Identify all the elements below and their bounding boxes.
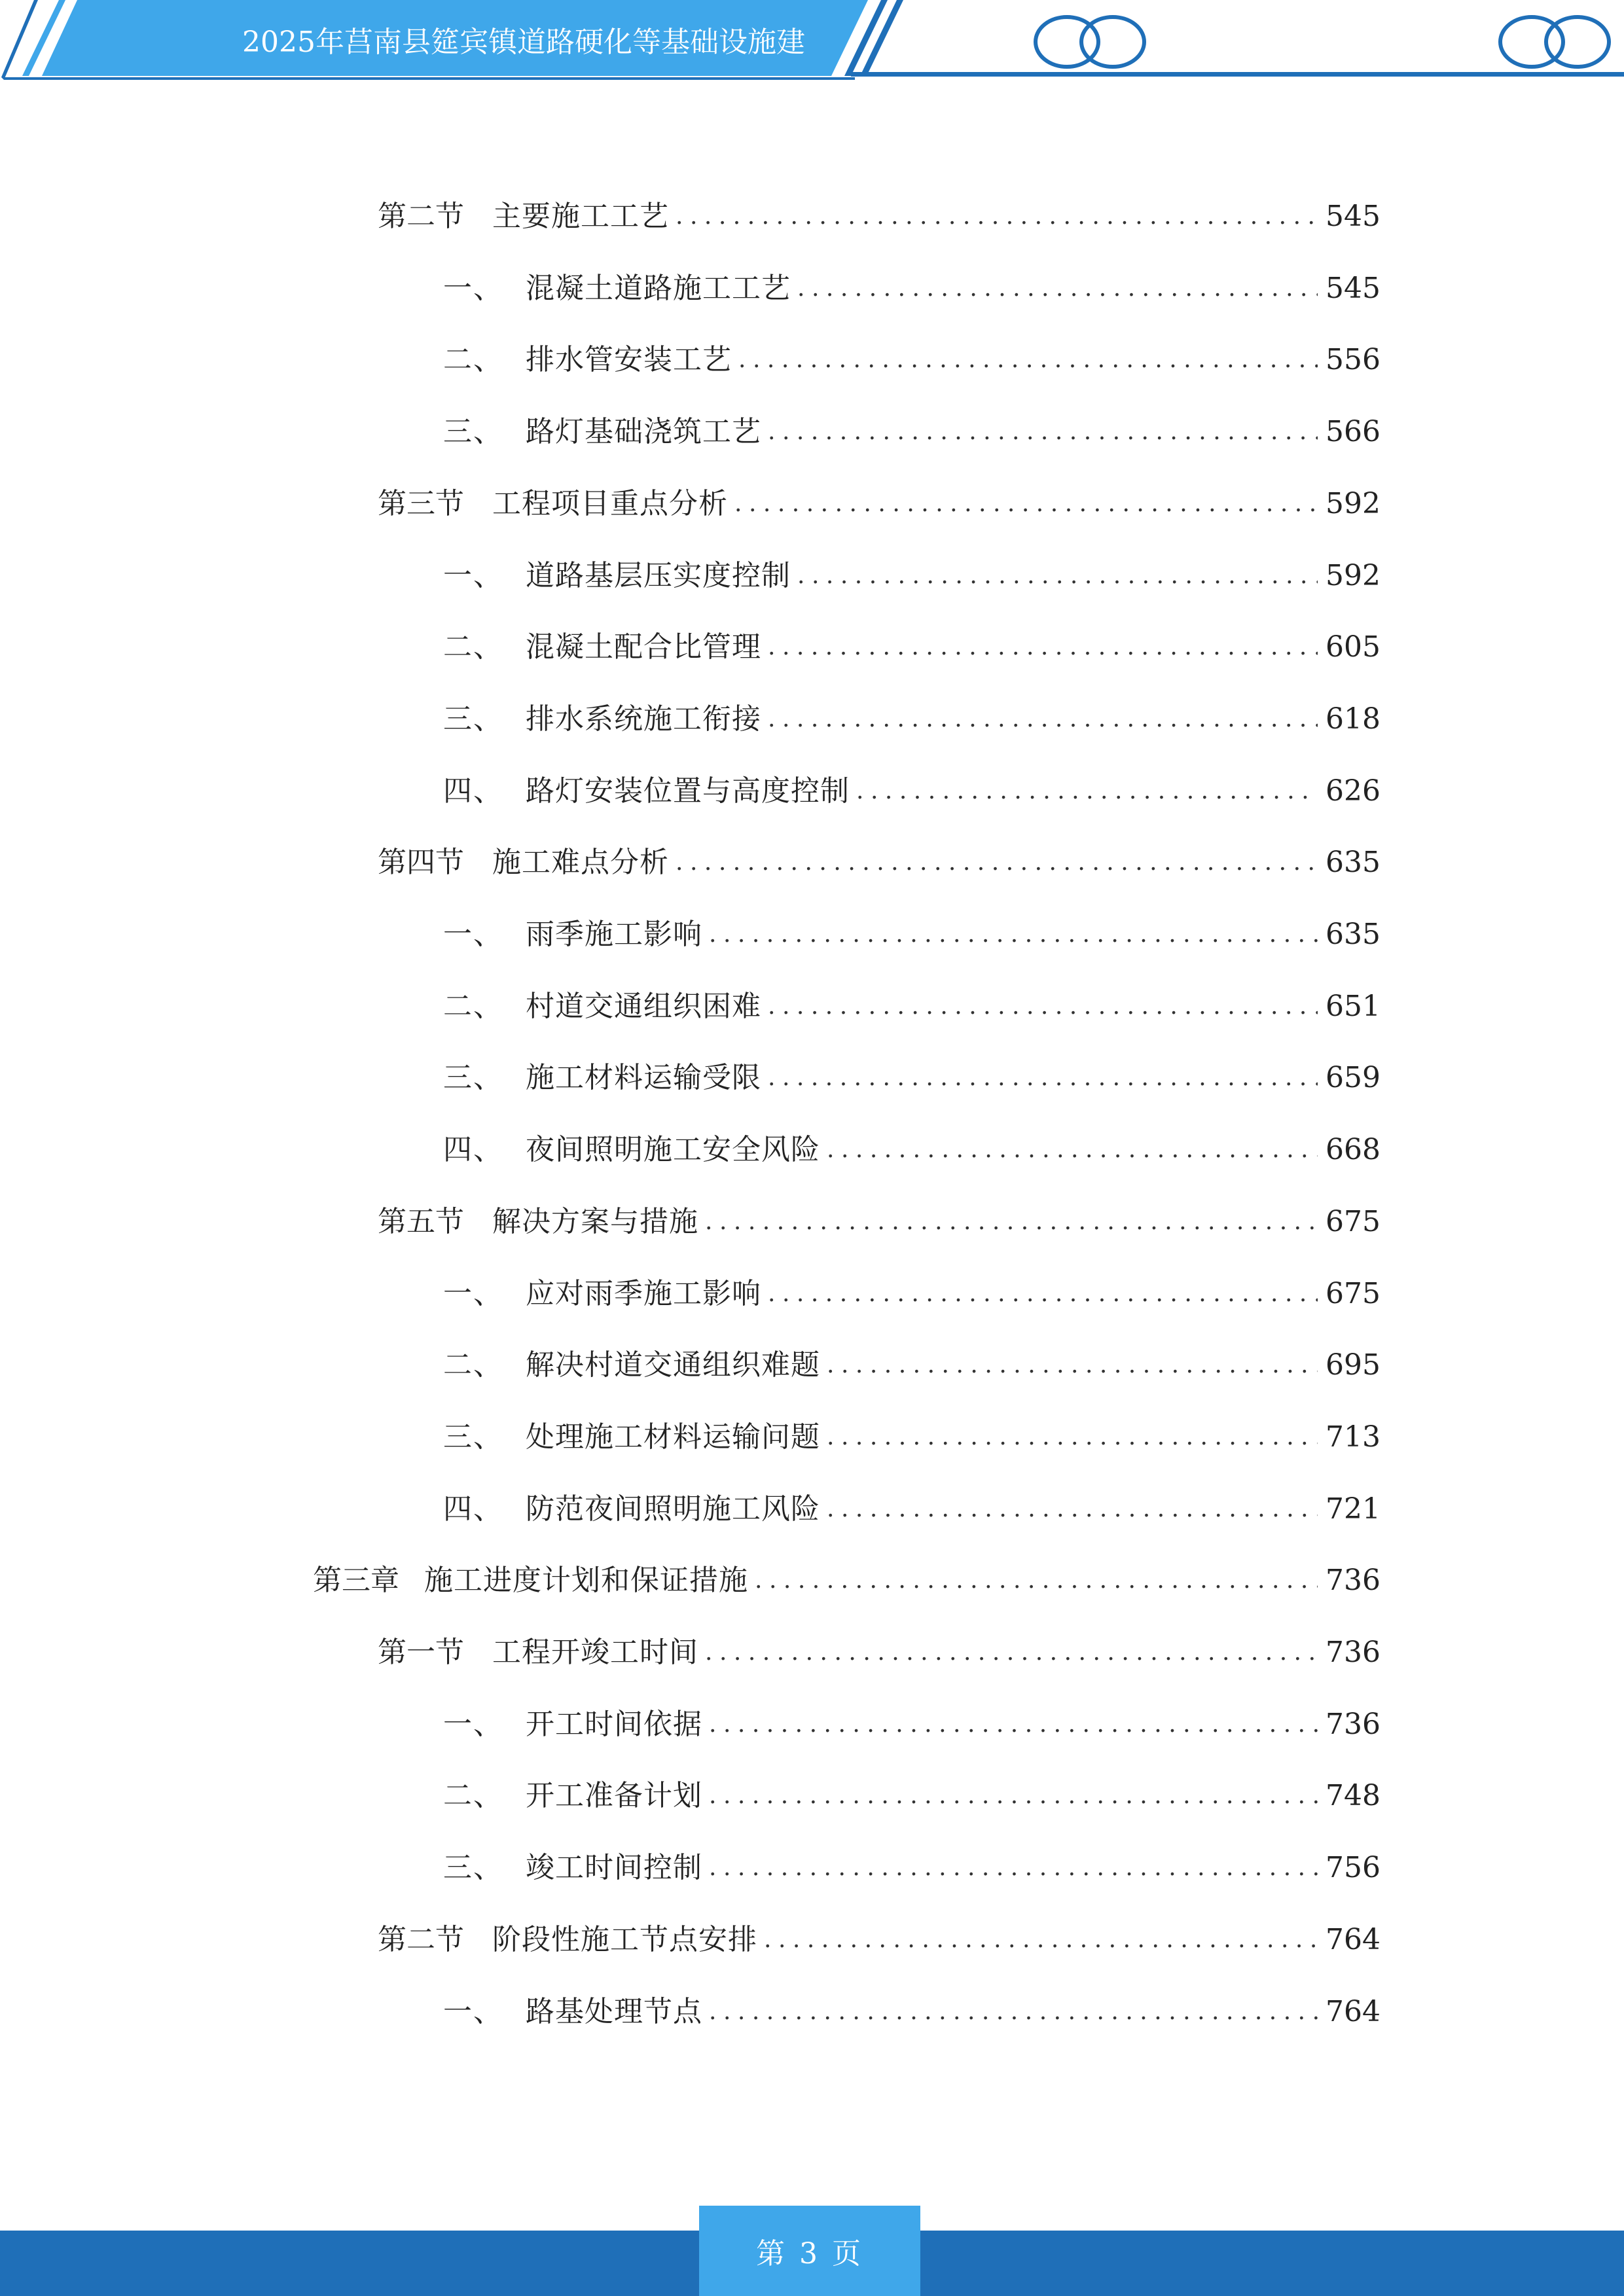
toc-entry-number: 一、 (443, 1707, 503, 1741)
toc-entry-number: 四、 (443, 1133, 503, 1167)
toc-entry-title: 防范夜间照明施工风险 (526, 1492, 820, 1526)
toc-entry-number: 一、 (443, 271, 503, 305)
toc-entry[interactable] (313, 1554, 1378, 1607)
toc-entry-number: 第一节 (378, 1636, 464, 1669)
toc-dot-leader (768, 693, 1318, 745)
toc-entry-page: 695 (1326, 1348, 1380, 1382)
toc-entry-page: 566 (1326, 415, 1380, 449)
toc-entry-number: 第三节 (378, 486, 464, 520)
toc-dot-leader (768, 621, 1318, 673)
toc-entry-title: 排水管安装工艺 (526, 343, 732, 377)
toc-entry-title: 路灯安装位置与高度控制 (526, 774, 850, 808)
toc-entry-title: 雨季施工影响 (526, 918, 702, 951)
toc-entry-page: 635 (1326, 918, 1380, 951)
toc-entry-page: 651 (1326, 989, 1380, 1023)
toc-dot-leader (768, 980, 1318, 1033)
toc-entry-title: 路灯基础浇筑工艺 (526, 415, 761, 449)
toc-entry[interactable] (443, 693, 1378, 745)
toc-entry[interactable] (443, 406, 1378, 458)
toc-entry-title: 村道交通组织困难 (526, 989, 761, 1023)
toc-entry[interactable] (443, 550, 1378, 602)
toc-entry-number: 二、 (443, 1348, 503, 1382)
rings-logo-icon (1036, 17, 1144, 67)
toc-entry-title: 混凝土配合比管理 (526, 630, 761, 664)
toc-entry-page: 556 (1326, 343, 1380, 377)
toc-dot-leader (709, 1986, 1318, 2038)
toc-dot-leader (768, 1052, 1318, 1104)
toc-entry[interactable] (378, 478, 1378, 530)
toc-entry-number: 第二节 (378, 200, 464, 233)
toc-entry[interactable] (443, 334, 1378, 386)
toc-entry-page: 668 (1326, 1133, 1380, 1167)
toc-entry-page: 605 (1326, 630, 1380, 664)
toc-entry-number: 二、 (443, 1779, 503, 1813)
page-header (0, 0, 1624, 85)
document-title: 2025年莒南县筵宾镇道路硬化等基础设施建 (242, 26, 805, 59)
toc-entry-title: 应对雨季施工影响 (526, 1276, 761, 1310)
toc-dot-leader (827, 1483, 1318, 1535)
toc-entry[interactable] (443, 262, 1378, 315)
toc-dot-leader (768, 406, 1318, 458)
toc-entry-page: 592 (1326, 558, 1380, 592)
toc-entry[interactable] (443, 1986, 1378, 2038)
toc-entry-number: 二、 (443, 989, 503, 1023)
toc-dot-leader (764, 1914, 1318, 1966)
toc-dot-leader (705, 1196, 1318, 1248)
toc-entry-page: 721 (1326, 1492, 1380, 1526)
toc-dot-leader (676, 190, 1318, 243)
toc-entry-page: 659 (1326, 1061, 1380, 1095)
toc-entry-title: 处理施工材料运输问题 (526, 1420, 820, 1454)
toc-dot-leader (827, 1411, 1318, 1463)
toc-entry-title: 阶段性施工节点安排 (492, 1922, 757, 1956)
toc-entry-page: 736 (1326, 1707, 1380, 1741)
toc-entry-title: 夜间照明施工安全风险 (526, 1133, 820, 1167)
toc-entry[interactable] (443, 1698, 1378, 1751)
toc-entry-number: 第三章 (313, 1564, 399, 1598)
toc-entry-title: 开工准备计划 (526, 1779, 702, 1813)
header-rule (851, 72, 1624, 77)
toc-entry-number: 一、 (443, 1276, 503, 1310)
toc-dot-leader (797, 550, 1318, 602)
toc-entry-title: 解决方案与措施 (492, 1204, 698, 1238)
toc-entry-page: 635 (1326, 846, 1380, 880)
toc-entry-number: 三、 (443, 1061, 503, 1095)
toc-dot-leader (734, 478, 1318, 530)
toc-entry-number: 四、 (443, 1492, 503, 1526)
toc-dot-leader (755, 1554, 1318, 1607)
toc-entry-page: 736 (1326, 1564, 1380, 1598)
toc-entry-number: 一、 (443, 1994, 503, 2028)
toc-entry-number: 二、 (443, 343, 503, 377)
toc-entry-title: 开工时间依据 (526, 1707, 702, 1741)
toc-dot-leader (709, 1770, 1318, 1822)
toc-dot-leader (797, 262, 1318, 315)
toc-entry[interactable] (443, 908, 1378, 961)
toc-entry[interactable] (443, 621, 1378, 673)
toc-entry-number: 第二节 (378, 1922, 464, 1956)
toc-entry-number: 三、 (443, 1420, 503, 1454)
toc-entry[interactable] (443, 1052, 1378, 1104)
toc-dot-leader (709, 1698, 1318, 1751)
toc-dot-leader (738, 334, 1318, 386)
toc-entry-number: 三、 (443, 1851, 503, 1885)
toc-dot-leader (676, 836, 1318, 889)
toc-entry-page: 618 (1326, 702, 1380, 736)
toc-entry-page: 592 (1326, 486, 1380, 520)
toc-entry[interactable] (443, 1124, 1378, 1176)
toc-entry-page: 545 (1326, 200, 1380, 233)
toc-dot-leader (827, 1124, 1318, 1176)
toc-dot-leader (705, 1626, 1318, 1679)
toc-entry-title: 混凝土道路施工工艺 (526, 271, 791, 305)
toc-entry-number: 第四节 (378, 846, 464, 880)
toc-entry-title: 竣工时间控制 (526, 1851, 702, 1885)
toc-dot-leader (768, 1268, 1318, 1320)
toc-entry-page: 748 (1326, 1779, 1380, 1813)
toc-entry-page: 545 (1326, 271, 1380, 305)
toc-entry[interactable] (378, 1196, 1378, 1248)
toc-entry-title: 路基处理节点 (526, 1994, 702, 2028)
toc-entry-title: 主要施工工艺 (492, 200, 669, 233)
toc-dot-leader (827, 1339, 1318, 1391)
toc-entry-title: 施工进度计划和保证措施 (424, 1564, 748, 1598)
toc-entry[interactable] (443, 1483, 1378, 1535)
toc-entry[interactable] (378, 1626, 1378, 1679)
toc-entry[interactable] (443, 1770, 1378, 1822)
toc-dot-leader (856, 765, 1318, 817)
rings-logo-right-icon (1500, 17, 1609, 67)
toc-entry-page: 736 (1326, 1636, 1380, 1669)
toc-entry-number: 三、 (443, 415, 503, 449)
toc-entry[interactable] (443, 1268, 1378, 1320)
toc-entry[interactable] (443, 980, 1378, 1033)
toc-entry-page: 675 (1326, 1276, 1380, 1310)
toc-entry-page: 764 (1326, 1922, 1380, 1956)
toc-entry-title: 排水系统施工衔接 (526, 702, 761, 736)
toc-entry[interactable] (443, 1411, 1378, 1463)
toc-entry[interactable] (443, 1339, 1378, 1391)
toc-entry-page: 626 (1326, 774, 1380, 808)
toc-entry-title: 施工难点分析 (492, 846, 669, 880)
toc-entry-title: 解决村道交通组织难题 (526, 1348, 820, 1382)
toc-entry[interactable] (443, 1842, 1378, 1894)
toc-entry-number: 二、 (443, 630, 503, 664)
toc-entry-number: 三、 (443, 702, 503, 736)
toc-entry[interactable] (378, 836, 1378, 889)
toc-entry-title: 施工材料运输受限 (526, 1061, 761, 1095)
toc-dot-leader (709, 908, 1318, 961)
toc-entry-page: 713 (1326, 1420, 1380, 1454)
toc-dot-leader (709, 1842, 1318, 1894)
toc-entry-number: 一、 (443, 558, 503, 592)
toc-entry-title: 道路基层压实度控制 (526, 558, 791, 592)
toc-entry[interactable] (378, 190, 1378, 243)
toc-entry-page: 675 (1326, 1204, 1380, 1238)
page-number: 第 3 页 (756, 2237, 863, 2270)
toc-entry-page: 764 (1326, 1994, 1380, 2028)
toc-entry[interactable] (378, 1914, 1378, 1966)
toc-entry-title: 工程项目重点分析 (492, 486, 728, 520)
toc-entry-page: 756 (1326, 1851, 1380, 1885)
toc-entry-number: 第五节 (378, 1204, 464, 1238)
toc-entry[interactable] (443, 765, 1378, 817)
toc-entry-title: 工程开竣工时间 (492, 1636, 698, 1669)
toc-entry-number: 一、 (443, 918, 503, 951)
toc-entry-number: 四、 (443, 774, 503, 808)
